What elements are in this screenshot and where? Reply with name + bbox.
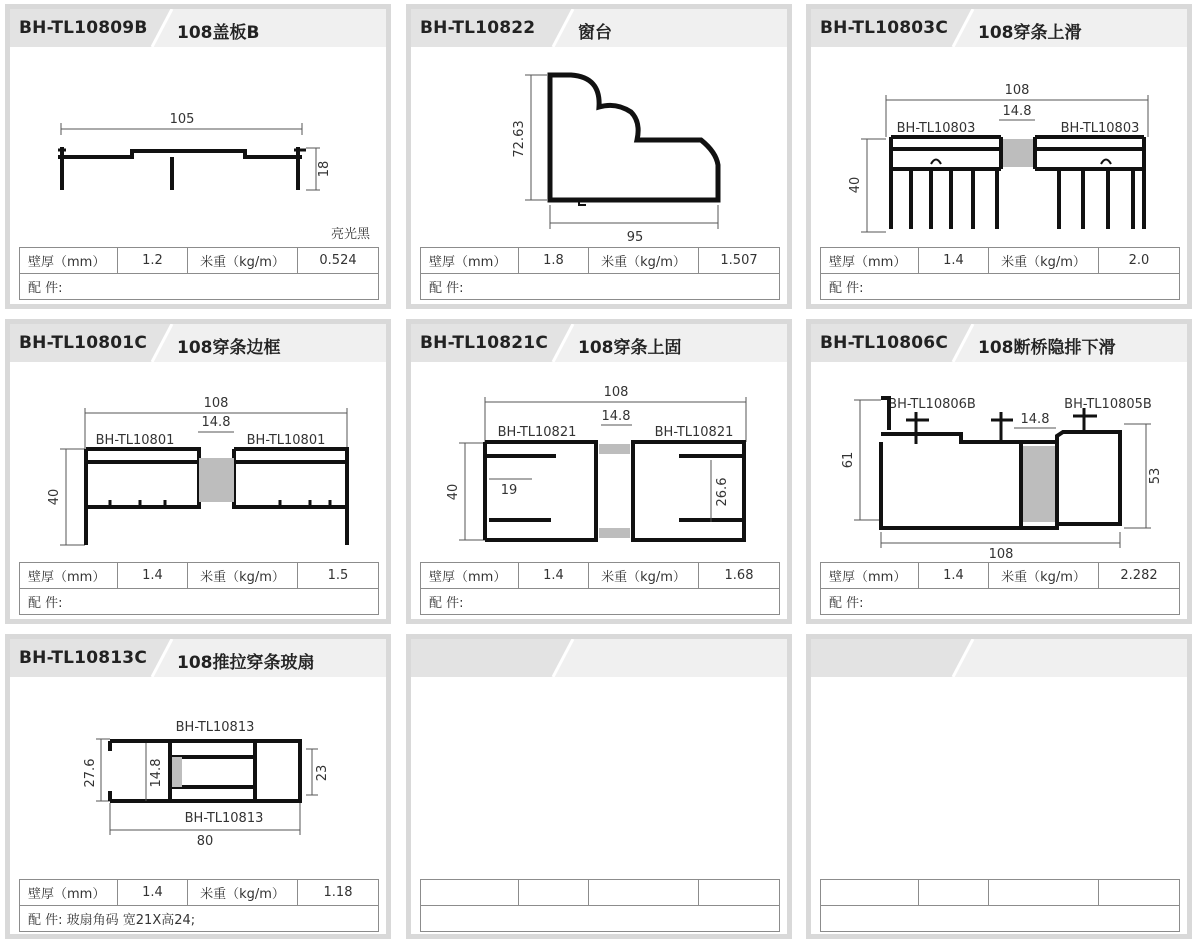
profile-name: 108穿条上滑 <box>978 23 1082 43</box>
profile-card <box>5 4 391 309</box>
height-dimension: 27.6 <box>83 758 98 788</box>
wall-thickness-label: 壁厚（mm） <box>421 563 519 589</box>
wall-thickness-value <box>519 880 589 906</box>
card-header <box>811 9 1187 47</box>
spec-table <box>420 879 780 932</box>
accessories-row <box>821 274 1180 300</box>
header-tab-shape <box>811 639 1187 677</box>
drawing-canvas <box>811 362 1187 562</box>
card-header <box>811 324 1187 362</box>
profile-card <box>5 319 391 624</box>
profile-drawing <box>411 47 787 251</box>
profile-code: BH-TL10822 <box>420 18 536 38</box>
spec-table <box>19 562 379 615</box>
spec-row <box>421 248 780 274</box>
profile-card <box>806 319 1192 624</box>
profile-name: 108推拉穿条玻扇 <box>177 653 315 673</box>
width-dimension: 105 <box>169 112 195 127</box>
drawing-canvas <box>10 362 386 562</box>
accessories-row <box>421 274 780 300</box>
wall-thickness-value: 1.4 <box>118 563 188 589</box>
spec-row <box>20 248 379 274</box>
accessories-row <box>20 589 379 615</box>
right-part-label: BH-TL10821 <box>654 425 734 440</box>
profile-outline <box>110 741 300 801</box>
profile-card <box>806 634 1192 939</box>
card-header <box>10 9 386 47</box>
right-height-dimension: 23 <box>315 764 330 782</box>
profile-outline <box>58 151 302 157</box>
width-dimension: 108 <box>988 547 1014 562</box>
wall-thickness-value <box>919 880 989 906</box>
meter-weight-label <box>989 880 1099 906</box>
spec-row <box>421 880 780 906</box>
accessories-cell <box>821 906 1180 932</box>
drawing-canvas <box>411 362 787 562</box>
meter-weight-value: 2.282 <box>1099 563 1180 589</box>
right-height-dimension: 53 <box>1148 467 1163 485</box>
profile-name: 108穿条边框 <box>177 338 281 358</box>
right-part-label: BH-TL10803 <box>1060 121 1140 136</box>
profile-code: BH-TL10803C <box>820 18 948 38</box>
profile-code: BH-TL10801C <box>19 333 147 353</box>
accessories-label: 配 件: <box>28 281 63 296</box>
spec-row <box>821 248 1180 274</box>
profile-card <box>406 4 792 309</box>
profile-drawing <box>10 362 386 566</box>
profile-outline <box>485 442 744 540</box>
width-dimension: 80 <box>196 834 214 849</box>
profile-code: BH-TL10806C <box>820 333 948 353</box>
top-part-label: BH-TL10813 <box>175 720 255 735</box>
meter-weight-label: 米重（kg/m） <box>188 880 298 906</box>
left-part-label: BH-TL10806B <box>888 397 976 412</box>
spec-row <box>20 880 379 906</box>
inner-height-dimension: 26.6 <box>715 477 730 507</box>
accessories-cell <box>20 589 379 615</box>
card-header <box>411 324 787 362</box>
wall-thickness-value: 1.2 <box>118 248 188 274</box>
wall-thickness-value: 1.4 <box>919 563 989 589</box>
meter-weight-value: 0.524 <box>298 248 379 274</box>
spec-table <box>420 247 780 300</box>
inner-width-dimension: 19 <box>500 483 518 498</box>
profile-card <box>406 319 792 624</box>
accessories-row <box>421 589 780 615</box>
profile-name: 窗台 <box>578 23 612 43</box>
profile-name: 108断桥隐排下滑 <box>978 338 1116 358</box>
accessories-cell <box>421 906 780 932</box>
profile-drawing <box>411 362 787 566</box>
spec-table <box>820 247 1180 300</box>
spec-row <box>821 880 1180 906</box>
profile-drawing <box>10 47 386 226</box>
wall-thickness-label: 壁厚（mm） <box>821 563 919 589</box>
height-dimension: 40 <box>848 176 863 194</box>
accessories-label: 配 件: <box>28 913 63 928</box>
wall-thickness-label <box>421 880 519 906</box>
meter-weight-value: 1.68 <box>699 563 780 589</box>
left-height-dimension: 61 <box>841 451 856 469</box>
meter-weight-label <box>589 880 699 906</box>
profile-name: 108盖板B <box>177 23 260 43</box>
accessories-cell <box>821 589 1180 615</box>
gap-dimension: 14.8 <box>601 409 631 424</box>
card-header <box>411 9 787 47</box>
height-dimension: 72.63 <box>512 120 527 158</box>
accessories-value: 玻扇角码 宽21X高24; <box>66 913 196 928</box>
spec-row <box>421 563 780 589</box>
card-header <box>10 324 386 362</box>
meter-weight-label: 米重（kg/m） <box>188 248 298 274</box>
accessories-row <box>20 274 379 300</box>
wall-thickness-value: 1.4 <box>118 880 188 906</box>
accessories-label: 配 件: <box>429 596 464 611</box>
wall-thickness-label: 壁厚（mm） <box>821 248 919 274</box>
right-part-label: BH-TL10805B <box>1064 397 1152 412</box>
accessories-row <box>821 589 1180 615</box>
wall-thickness-label: 壁厚（mm） <box>20 563 118 589</box>
accessories-cell <box>821 274 1180 300</box>
right-part-label: BH-TL10801 <box>246 433 326 448</box>
width-dimension: 108 <box>1004 83 1030 98</box>
drawing-canvas <box>10 47 386 222</box>
left-part-label: BH-TL10821 <box>497 425 577 440</box>
meter-weight-label: 米重（kg/m） <box>989 563 1099 589</box>
accessories-cell <box>20 906 379 932</box>
accessories-label: 配 件: <box>829 596 864 611</box>
accessories-cell <box>421 274 780 300</box>
meter-weight-label: 米重（kg/m） <box>188 563 298 589</box>
profile-drawing <box>811 47 1187 251</box>
wall-thickness-value: 1.4 <box>919 248 989 274</box>
meter-weight-value: 1.5 <box>298 563 379 589</box>
width-dimension: 108 <box>203 396 229 411</box>
gap-dimension: 14.8 <box>1002 104 1032 119</box>
accessories-cell <box>20 274 379 300</box>
profile-code: BH-TL10813C <box>19 648 147 668</box>
gap-dimension: 14.8 <box>201 415 231 430</box>
left-part-label: BH-TL10801 <box>95 433 175 448</box>
spec-table <box>820 879 1180 932</box>
profile-name: 108穿条上固 <box>578 338 682 358</box>
wall-thickness-value: 1.4 <box>519 563 589 589</box>
profile-drawing <box>10 677 386 881</box>
wall-thickness-label: 壁厚（mm） <box>20 248 118 274</box>
spec-table <box>19 879 379 932</box>
wall-thickness-label: 壁厚（mm） <box>20 880 118 906</box>
card-header <box>811 639 1187 677</box>
height-dimension: 40 <box>446 483 461 501</box>
profile-code: BH-TL10809B <box>19 18 148 38</box>
profile-drawing <box>811 362 1187 566</box>
header-tab-shape <box>411 639 787 677</box>
profile-card <box>806 4 1192 309</box>
profile-code: BH-TL10821C <box>420 333 548 353</box>
meter-weight-label: 米重（kg/m） <box>989 248 1099 274</box>
spec-row <box>20 563 379 589</box>
card-header <box>10 639 386 677</box>
profile-card <box>5 634 391 939</box>
gap-dimension: 14.8 <box>149 758 164 788</box>
accessories-label: 配 件: <box>429 281 464 296</box>
accessories-label: 配 件: <box>28 596 63 611</box>
height-dimension: 18 <box>317 160 332 178</box>
meter-weight-label: 米重（kg/m） <box>589 248 699 274</box>
accessories-cell <box>421 589 780 615</box>
width-dimension: 95 <box>626 230 644 245</box>
meter-weight-value <box>1099 880 1180 906</box>
spec-table <box>820 562 1180 615</box>
width-dimension: 108 <box>603 385 629 400</box>
meter-weight-value <box>699 880 780 906</box>
meter-weight-label: 米重（kg/m） <box>589 563 699 589</box>
surface-finish: 亮光黑 <box>330 227 370 242</box>
accessories-row <box>20 906 379 932</box>
wall-thickness-label <box>821 880 919 906</box>
meter-weight-value: 1.18 <box>298 880 379 906</box>
spec-table <box>19 247 379 300</box>
left-part-label: BH-TL10803 <box>896 121 976 136</box>
card-header <box>411 639 787 677</box>
wall-thickness-label: 壁厚（mm） <box>421 248 519 274</box>
bottom-part-label: BH-TL10813 <box>184 811 264 826</box>
spec-row <box>821 563 1180 589</box>
meter-weight-value: 2.0 <box>1099 248 1180 274</box>
wall-thickness-value: 1.8 <box>519 248 589 274</box>
drawing-canvas <box>811 47 1187 247</box>
accessories-label: 配 件: <box>829 281 864 296</box>
drawing-canvas <box>10 677 386 877</box>
height-dimension: 40 <box>47 488 62 506</box>
profile-card <box>406 634 792 939</box>
drawing-canvas <box>411 47 787 247</box>
accessories-row <box>821 906 1180 932</box>
spec-table <box>420 562 780 615</box>
gap-dimension: 14.8 <box>1020 412 1050 427</box>
accessories-row <box>421 906 780 932</box>
meter-weight-value: 1.507 <box>699 248 780 274</box>
profile-outline <box>550 75 718 200</box>
